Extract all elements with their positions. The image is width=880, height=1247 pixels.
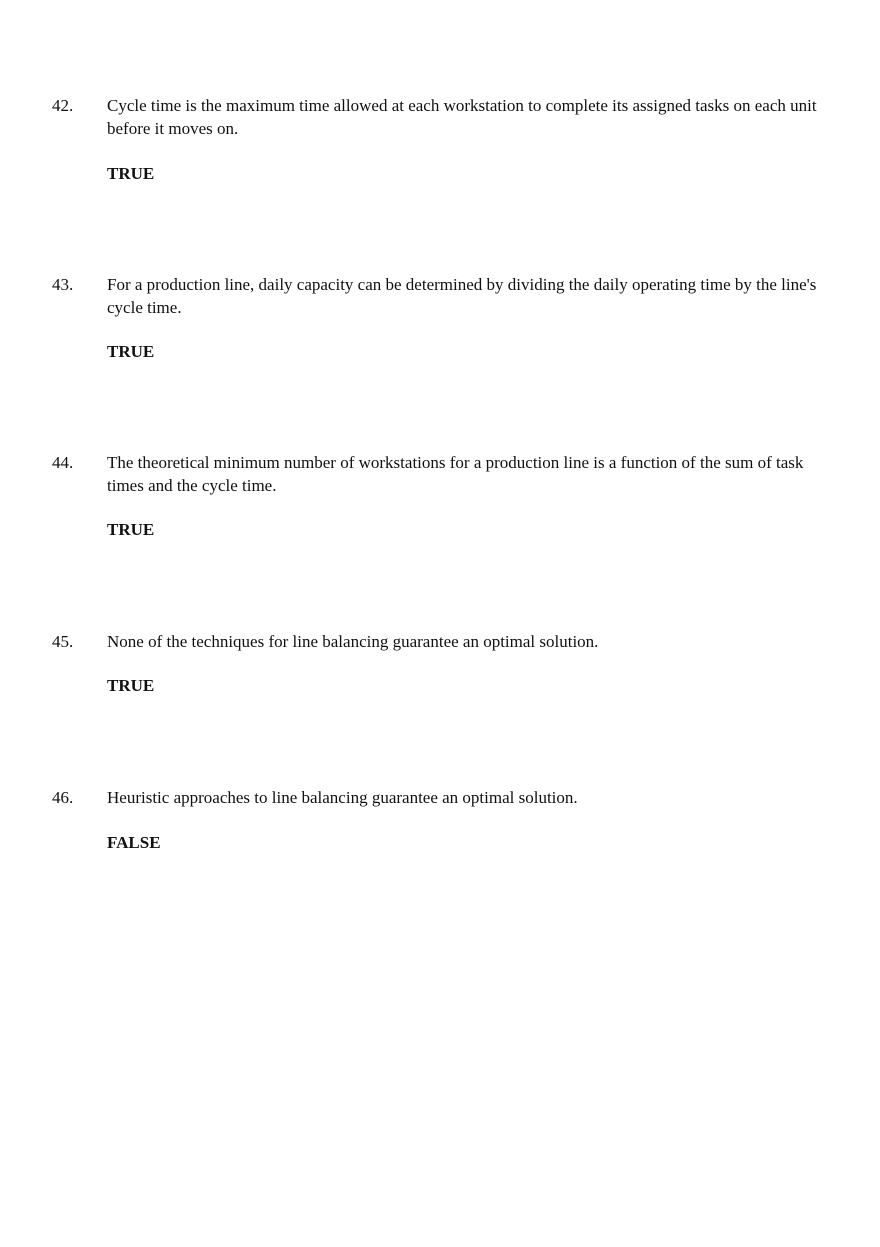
question-answer: TRUE	[107, 676, 155, 695]
question-answer: TRUE	[107, 520, 155, 539]
question-answer: FALSE	[107, 833, 161, 852]
question-text: Cycle time is the maximum time allowed at each workstation to complete its assigned tasks on each unit before it moves on.	[107, 96, 817, 138]
question-answer: TRUE	[107, 342, 155, 361]
question-number: 42.	[52, 96, 74, 115]
question-text: The theoretical minimum number of workstations for a production line is a function of the sum of task times and the cycle time.	[107, 453, 804, 495]
question-answer: TRUE	[107, 164, 155, 183]
question-number: 45.	[52, 632, 74, 651]
question-number: 44.	[52, 453, 74, 472]
question-text: For a production line, daily capacity can be determined by dividing the daily operating time by the line's cycle time.	[107, 275, 817, 317]
question-number: 46.	[52, 788, 74, 807]
question-text: None of the techniques for line balancing guarantee an optimal solution.	[107, 632, 599, 651]
question-number: 43.	[52, 275, 74, 294]
question-text: Heuristic approaches to line balancing guarantee an optimal solution.	[107, 788, 578, 807]
